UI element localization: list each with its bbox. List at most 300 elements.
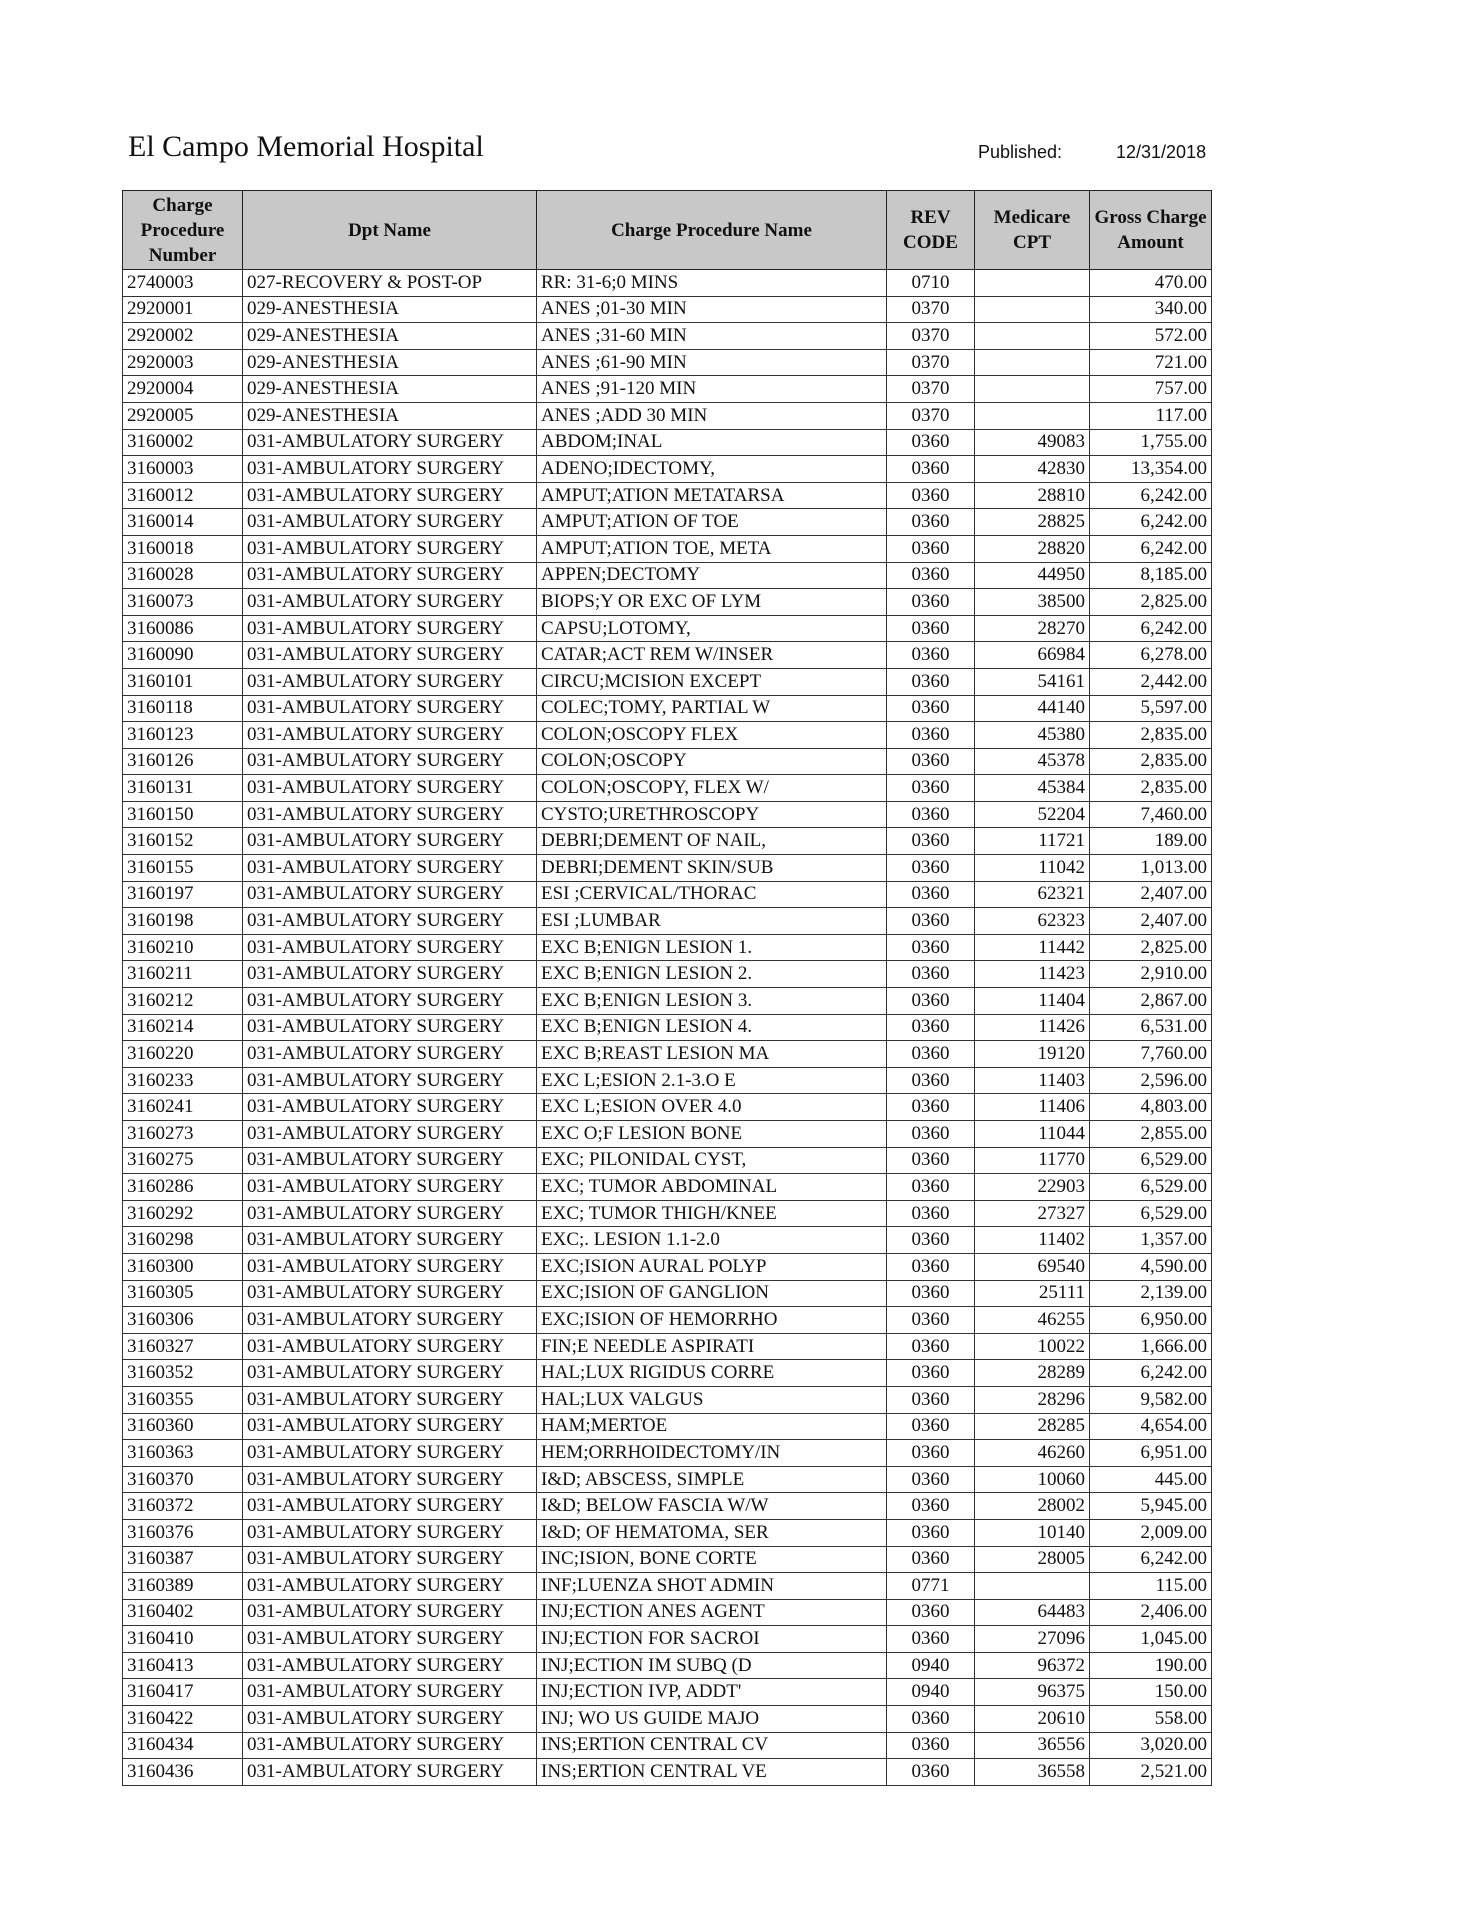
procedure-name-cell: INS;ERTION CENTRAL VE <box>537 1759 887 1786</box>
procedure-number-cell: 3160434 <box>123 1732 243 1759</box>
dpt-name-cell: 031-AMBULATORY SURGERY <box>243 509 537 536</box>
gross-charge-cell: 2,521.00 <box>1090 1759 1212 1786</box>
procedure-name-cell: ANES ;31-60 MIN <box>537 323 887 350</box>
rev-code-cell: 0940 <box>887 1679 975 1706</box>
procedure-number-cell: 3160018 <box>123 535 243 562</box>
dpt-name-cell: 031-AMBULATORY SURGERY <box>243 775 537 802</box>
rev-code-cell: 0360 <box>887 1413 975 1440</box>
procedure-name-cell: ESI ;LUMBAR <box>537 908 887 935</box>
table-row <box>123 1227 1212 1254</box>
table-row <box>123 1280 1212 1307</box>
table-row <box>123 1386 1212 1413</box>
table-row <box>123 748 1212 775</box>
medicare-cpt-cell: 42830 <box>975 456 1090 483</box>
rev-code-cell: 0370 <box>887 402 975 429</box>
medicare-cpt-cell: 38500 <box>975 589 1090 616</box>
procedure-number-cell: 3160214 <box>123 1014 243 1041</box>
rev-code-cell: 0360 <box>887 535 975 562</box>
procedure-name-cell: ANES ;ADD 30 MIN <box>537 402 887 429</box>
gross-charge-cell: 6,951.00 <box>1090 1440 1212 1467</box>
medicare-cpt-cell: 28289 <box>975 1360 1090 1387</box>
procedure-name-cell: EXC B;ENIGN LESION 2. <box>537 961 887 988</box>
table-row <box>123 1307 1212 1334</box>
medicare-cpt-cell: 44140 <box>975 695 1090 722</box>
gross-charge-cell: 9,582.00 <box>1090 1386 1212 1413</box>
table-row <box>123 1466 1212 1493</box>
table-row <box>123 562 1212 589</box>
table-row <box>123 1573 1212 1600</box>
gross-charge-cell: 3,020.00 <box>1090 1732 1212 1759</box>
dpt-name-cell: 031-AMBULATORY SURGERY <box>243 1573 537 1600</box>
procedure-number-cell: 3160212 <box>123 988 243 1015</box>
medicare-cpt-cell <box>975 349 1090 376</box>
rev-code-cell: 0360 <box>887 801 975 828</box>
procedure-number-cell: 3160197 <box>123 881 243 908</box>
table-row <box>123 988 1212 1015</box>
procedure-name-cell: ESI ;CERVICAL/THORAC <box>537 881 887 908</box>
medicare-cpt-cell: 64483 <box>975 1599 1090 1626</box>
medicare-cpt-cell: 28270 <box>975 615 1090 642</box>
dpt-name-cell: 031-AMBULATORY SURGERY <box>243 1121 537 1148</box>
dpt-name-cell: 027-RECOVERY & POST-OP <box>243 270 537 297</box>
procedure-number-cell: 3160355 <box>123 1386 243 1413</box>
procedure-number-cell: 3160410 <box>123 1626 243 1653</box>
procedure-name-cell: EXC O;F LESION BONE <box>537 1121 887 1148</box>
gross-charge-cell: 2,009.00 <box>1090 1519 1212 1546</box>
rev-code-cell: 0771 <box>887 1573 975 1600</box>
gross-charge-cell: 6,529.00 <box>1090 1200 1212 1227</box>
medicare-cpt-cell: 11406 <box>975 1094 1090 1121</box>
procedure-name-cell: I&D; ABSCESS, SIMPLE <box>537 1466 887 1493</box>
procedure-name-cell: ABDOM;INAL <box>537 429 887 456</box>
rev-code-cell: 0360 <box>887 1280 975 1307</box>
rev-code-cell: 0360 <box>887 456 975 483</box>
dpt-name-cell: 031-AMBULATORY SURGERY <box>243 1333 537 1360</box>
dpt-name-cell: 029-ANESTHESIA <box>243 323 537 350</box>
table-row <box>123 1519 1212 1546</box>
gross-charge-cell: 6,529.00 <box>1090 1174 1212 1201</box>
dpt-name-cell: 031-AMBULATORY SURGERY <box>243 1493 537 1520</box>
medicare-cpt-cell: 45384 <box>975 775 1090 802</box>
gross-charge-cell: 2,825.00 <box>1090 934 1212 961</box>
procedure-number-cell: 3160292 <box>123 1200 243 1227</box>
medicare-cpt-cell <box>975 402 1090 429</box>
table-row <box>123 376 1212 403</box>
dpt-name-cell: 031-AMBULATORY SURGERY <box>243 1546 537 1573</box>
header-gross-charge-amount: Gross Charge Amount <box>1090 191 1212 270</box>
gross-charge-cell: 572.00 <box>1090 323 1212 350</box>
rev-code-cell: 0360 <box>887 1014 975 1041</box>
dpt-name-cell: 031-AMBULATORY SURGERY <box>243 535 537 562</box>
table-row <box>123 1413 1212 1440</box>
table-row <box>123 1679 1212 1706</box>
gross-charge-cell: 6,242.00 <box>1090 535 1212 562</box>
procedure-name-cell: AMPUT;ATION OF TOE <box>537 509 887 536</box>
rev-code-cell: 0360 <box>887 828 975 855</box>
procedure-number-cell: 3160233 <box>123 1067 243 1094</box>
charge-table <box>122 190 1212 1786</box>
dpt-name-cell: 031-AMBULATORY SURGERY <box>243 748 537 775</box>
medicare-cpt-cell: 46255 <box>975 1307 1090 1334</box>
medicare-cpt-cell: 62323 <box>975 908 1090 935</box>
procedure-number-cell: 3160241 <box>123 1094 243 1121</box>
procedure-name-cell: I&D; BELOW FASCIA W/W <box>537 1493 887 1520</box>
rev-code-cell: 0710 <box>887 270 975 297</box>
procedure-number-cell: 3160126 <box>123 748 243 775</box>
procedure-number-cell: 3160101 <box>123 668 243 695</box>
procedure-name-cell: I&D; OF HEMATOMA, SER <box>537 1519 887 1546</box>
procedure-name-cell: EXC; TUMOR THIGH/KNEE <box>537 1200 887 1227</box>
procedure-name-cell: BIOPS;Y OR EXC OF LYM <box>537 589 887 616</box>
dpt-name-cell: 031-AMBULATORY SURGERY <box>243 881 537 908</box>
medicare-cpt-cell: 10060 <box>975 1466 1090 1493</box>
medicare-cpt-cell: 66984 <box>975 642 1090 669</box>
medicare-cpt-cell <box>975 323 1090 350</box>
rev-code-cell: 0360 <box>887 988 975 1015</box>
gross-charge-cell: 6,531.00 <box>1090 1014 1212 1041</box>
medicare-cpt-cell: 36556 <box>975 1732 1090 1759</box>
rev-code-cell: 0370 <box>887 323 975 350</box>
gross-charge-cell: 4,590.00 <box>1090 1253 1212 1280</box>
medicare-cpt-cell: 45378 <box>975 748 1090 775</box>
procedure-name-cell: INJ;ECTION FOR SACROI <box>537 1626 887 1653</box>
rev-code-cell: 0360 <box>887 1546 975 1573</box>
medicare-cpt-cell: 28005 <box>975 1546 1090 1573</box>
procedure-name-cell: DEBRI;DEMENT OF NAIL, <box>537 828 887 855</box>
rev-code-cell: 0360 <box>887 855 975 882</box>
rev-code-cell: 0360 <box>887 722 975 749</box>
gross-charge-cell: 757.00 <box>1090 376 1212 403</box>
rev-code-cell: 0360 <box>887 748 975 775</box>
table-row <box>123 855 1212 882</box>
procedure-name-cell: EXC;ISION AURAL POLYP <box>537 1253 887 1280</box>
gross-charge-cell: 6,242.00 <box>1090 509 1212 536</box>
dpt-name-cell: 031-AMBULATORY SURGERY <box>243 1519 537 1546</box>
table-row <box>123 1440 1212 1467</box>
dpt-name-cell: 031-AMBULATORY SURGERY <box>243 589 537 616</box>
procedure-number-cell: 3160352 <box>123 1360 243 1387</box>
rev-code-cell: 0360 <box>887 1706 975 1733</box>
gross-charge-cell: 189.00 <box>1090 828 1212 855</box>
medicare-cpt-cell: 11402 <box>975 1227 1090 1254</box>
medicare-cpt-cell: 96375 <box>975 1679 1090 1706</box>
procedure-number-cell: 3160413 <box>123 1652 243 1679</box>
procedure-name-cell: CAPSU;LOTOMY, <box>537 615 887 642</box>
dpt-name-cell: 031-AMBULATORY SURGERY <box>243 934 537 961</box>
gross-charge-cell: 2,442.00 <box>1090 668 1212 695</box>
table-row <box>123 1652 1212 1679</box>
procedure-name-cell: AMPUT;ATION METATARSA <box>537 482 887 509</box>
table-row <box>123 535 1212 562</box>
table-row <box>123 1014 1212 1041</box>
dpt-name-cell: 031-AMBULATORY SURGERY <box>243 1067 537 1094</box>
medicare-cpt-cell: 44950 <box>975 562 1090 589</box>
dpt-name-cell: 031-AMBULATORY SURGERY <box>243 456 537 483</box>
medicare-cpt-cell <box>975 1573 1090 1600</box>
medicare-cpt-cell: 20610 <box>975 1706 1090 1733</box>
procedure-number-cell: 3160387 <box>123 1546 243 1573</box>
procedure-name-cell: COLON;OSCOPY, FLEX W/ <box>537 775 887 802</box>
procedure-number-cell: 3160131 <box>123 775 243 802</box>
rev-code-cell: 0370 <box>887 296 975 323</box>
medicare-cpt-cell: 36558 <box>975 1759 1090 1786</box>
rev-code-cell: 0360 <box>887 1147 975 1174</box>
table-row <box>123 695 1212 722</box>
procedure-name-cell: CYSTO;URETHROSCOPY <box>537 801 887 828</box>
dpt-name-cell: 031-AMBULATORY SURGERY <box>243 429 537 456</box>
gross-charge-cell: 6,950.00 <box>1090 1307 1212 1334</box>
dpt-name-cell: 029-ANESTHESIA <box>243 296 537 323</box>
medicare-cpt-cell: 28002 <box>975 1493 1090 1520</box>
procedure-name-cell: ANES ;61-90 MIN <box>537 349 887 376</box>
gross-charge-cell: 13,354.00 <box>1090 456 1212 483</box>
procedure-name-cell: HAL;LUX VALGUS <box>537 1386 887 1413</box>
medicare-cpt-cell: 22903 <box>975 1174 1090 1201</box>
gross-charge-cell: 1,357.00 <box>1090 1227 1212 1254</box>
dpt-name-cell: 029-ANESTHESIA <box>243 402 537 429</box>
dpt-name-cell: 031-AMBULATORY SURGERY <box>243 562 537 589</box>
gross-charge-cell: 2,867.00 <box>1090 988 1212 1015</box>
table-row <box>123 270 1212 297</box>
medicare-cpt-cell: 46260 <box>975 1440 1090 1467</box>
rev-code-cell: 0370 <box>887 376 975 403</box>
procedure-number-cell: 3160073 <box>123 589 243 616</box>
gross-charge-cell: 2,910.00 <box>1090 961 1212 988</box>
medicare-cpt-cell: 27096 <box>975 1626 1090 1653</box>
rev-code-cell: 0360 <box>887 1493 975 1520</box>
dpt-name-cell: 031-AMBULATORY SURGERY <box>243 1706 537 1733</box>
medicare-cpt-cell: 28810 <box>975 482 1090 509</box>
rev-code-cell: 0360 <box>887 642 975 669</box>
dpt-name-cell: 031-AMBULATORY SURGERY <box>243 1200 537 1227</box>
rev-code-cell: 0360 <box>887 1732 975 1759</box>
gross-charge-cell: 2,835.00 <box>1090 775 1212 802</box>
table-row <box>123 1174 1212 1201</box>
gross-charge-cell: 340.00 <box>1090 296 1212 323</box>
table-row <box>123 402 1212 429</box>
dpt-name-cell: 031-AMBULATORY SURGERY <box>243 1280 537 1307</box>
rev-code-cell: 0360 <box>887 615 975 642</box>
table-row <box>123 1706 1212 1733</box>
procedure-name-cell: FIN;E NEEDLE ASPIRATI <box>537 1333 887 1360</box>
gross-charge-cell: 1,755.00 <box>1090 429 1212 456</box>
procedure-number-cell: 3160417 <box>123 1679 243 1706</box>
rev-code-cell: 0360 <box>887 1067 975 1094</box>
procedure-name-cell: EXC;. LESION 1.1-2.0 <box>537 1227 887 1254</box>
table-row <box>123 296 1212 323</box>
rev-code-cell: 0360 <box>887 589 975 616</box>
gross-charge-cell: 117.00 <box>1090 402 1212 429</box>
medicare-cpt-cell: 11403 <box>975 1067 1090 1094</box>
procedure-number-cell: 2920001 <box>123 296 243 323</box>
published-label: Published: <box>978 142 1063 162</box>
table-row <box>123 1121 1212 1148</box>
table-row <box>123 1626 1212 1653</box>
procedure-name-cell: HAM;MERTOE <box>537 1413 887 1440</box>
gross-charge-cell: 6,278.00 <box>1090 642 1212 669</box>
table-row <box>123 642 1212 669</box>
medicare-cpt-cell: 11721 <box>975 828 1090 855</box>
rev-code-cell: 0360 <box>887 1599 975 1626</box>
procedure-name-cell: EXC; TUMOR ABDOMINAL <box>537 1174 887 1201</box>
gross-charge-cell: 2,835.00 <box>1090 722 1212 749</box>
procedure-name-cell: ANES ;01-30 MIN <box>537 296 887 323</box>
table-row <box>123 908 1212 935</box>
rev-code-cell: 0360 <box>887 482 975 509</box>
gross-charge-cell: 5,597.00 <box>1090 695 1212 722</box>
rev-code-cell: 0360 <box>887 1466 975 1493</box>
dpt-name-cell: 031-AMBULATORY SURGERY <box>243 1652 537 1679</box>
gross-charge-cell: 1,013.00 <box>1090 855 1212 882</box>
procedure-number-cell: 3160372 <box>123 1493 243 1520</box>
gross-charge-cell: 6,242.00 <box>1090 1360 1212 1387</box>
procedure-number-cell: 3160211 <box>123 961 243 988</box>
medicare-cpt-cell: 96372 <box>975 1652 1090 1679</box>
header-dpt-name: Dpt Name <box>243 191 537 270</box>
table-row <box>123 1147 1212 1174</box>
gross-charge-cell: 1,666.00 <box>1090 1333 1212 1360</box>
table-row <box>123 1094 1212 1121</box>
medicare-cpt-cell <box>975 270 1090 297</box>
dpt-name-cell: 031-AMBULATORY SURGERY <box>243 1732 537 1759</box>
table-row <box>123 482 1212 509</box>
gross-charge-cell: 150.00 <box>1090 1679 1212 1706</box>
procedure-number-cell: 3160012 <box>123 482 243 509</box>
rev-code-cell: 0360 <box>887 881 975 908</box>
medicare-cpt-cell: 11442 <box>975 934 1090 961</box>
table-row <box>123 1732 1212 1759</box>
dpt-name-cell: 031-AMBULATORY SURGERY <box>243 1440 537 1467</box>
table-row <box>123 323 1212 350</box>
dpt-name-cell: 031-AMBULATORY SURGERY <box>243 1253 537 1280</box>
procedure-number-cell: 3160360 <box>123 1413 243 1440</box>
table-row <box>123 429 1212 456</box>
procedure-number-cell: 3160002 <box>123 429 243 456</box>
medicare-cpt-cell: 28825 <box>975 509 1090 536</box>
table-row <box>123 1200 1212 1227</box>
dpt-name-cell: 029-ANESTHESIA <box>243 376 537 403</box>
dpt-name-cell: 031-AMBULATORY SURGERY <box>243 1094 537 1121</box>
gross-charge-cell: 1,045.00 <box>1090 1626 1212 1653</box>
procedure-number-cell: 3160123 <box>123 722 243 749</box>
gross-charge-cell: 470.00 <box>1090 270 1212 297</box>
medicare-cpt-cell: 11404 <box>975 988 1090 1015</box>
rev-code-cell: 0360 <box>887 1121 975 1148</box>
table-row <box>123 801 1212 828</box>
medicare-cpt-cell: 28285 <box>975 1413 1090 1440</box>
procedure-number-cell: 2920005 <box>123 402 243 429</box>
table-row <box>123 1333 1212 1360</box>
table-row <box>123 828 1212 855</box>
procedure-name-cell: COLON;OSCOPY <box>537 748 887 775</box>
medicare-cpt-cell <box>975 296 1090 323</box>
dpt-name-cell: 031-AMBULATORY SURGERY <box>243 908 537 935</box>
gross-charge-cell: 2,596.00 <box>1090 1067 1212 1094</box>
dpt-name-cell: 031-AMBULATORY SURGERY <box>243 615 537 642</box>
rev-code-cell: 0360 <box>887 1333 975 1360</box>
procedure-name-cell: INJ;ECTION IVP, ADDT' <box>537 1679 887 1706</box>
gross-charge-cell: 6,242.00 <box>1090 1546 1212 1573</box>
table-row <box>123 1759 1212 1786</box>
gross-charge-cell: 2,407.00 <box>1090 881 1212 908</box>
procedure-number-cell: 3160152 <box>123 828 243 855</box>
header-medicare-cpt: Medicare CPT <box>975 191 1090 270</box>
procedure-number-cell: 3160275 <box>123 1147 243 1174</box>
procedure-number-cell: 3160300 <box>123 1253 243 1280</box>
table-row <box>123 509 1212 536</box>
table-row <box>123 1493 1212 1520</box>
header-rev-code: REV CODE <box>887 191 975 270</box>
gross-charge-cell: 190.00 <box>1090 1652 1212 1679</box>
procedure-name-cell: ANES ;91-120 MIN <box>537 376 887 403</box>
procedure-number-cell: 3160370 <box>123 1466 243 1493</box>
procedure-number-cell: 3160028 <box>123 562 243 589</box>
procedure-name-cell: INJ;ECTION ANES AGENT <box>537 1599 887 1626</box>
procedure-name-cell: INJ;ECTION IM SUBQ (D <box>537 1652 887 1679</box>
medicare-cpt-cell: 28820 <box>975 535 1090 562</box>
gross-charge-cell: 5,945.00 <box>1090 1493 1212 1520</box>
procedure-number-cell: 2920003 <box>123 349 243 376</box>
procedure-name-cell: ADENO;IDECTOMY, <box>537 456 887 483</box>
rev-code-cell: 0360 <box>887 1094 975 1121</box>
procedure-name-cell: RR: 31-6;0 MINS <box>537 270 887 297</box>
hospital-title: El Campo Memorial Hospital <box>128 130 484 163</box>
rev-code-cell: 0360 <box>887 908 975 935</box>
rev-code-cell: 0360 <box>887 1227 975 1254</box>
procedure-name-cell: EXC L;ESION OVER 4.0 <box>537 1094 887 1121</box>
gross-charge-cell: 445.00 <box>1090 1466 1212 1493</box>
dpt-name-cell: 031-AMBULATORY SURGERY <box>243 855 537 882</box>
rev-code-cell: 0360 <box>887 668 975 695</box>
table-row <box>123 456 1212 483</box>
table-row <box>123 1041 1212 1068</box>
rev-code-cell: 0360 <box>887 429 975 456</box>
dpt-name-cell: 031-AMBULATORY SURGERY <box>243 1413 537 1440</box>
procedure-number-cell: 3160220 <box>123 1041 243 1068</box>
procedure-number-cell: 3160118 <box>123 695 243 722</box>
procedure-name-cell: EXC B;REAST LESION MA <box>537 1041 887 1068</box>
dpt-name-cell: 031-AMBULATORY SURGERY <box>243 1679 537 1706</box>
table-row <box>123 775 1212 802</box>
procedure-name-cell: INF;LUENZA SHOT ADMIN <box>537 1573 887 1600</box>
table-row <box>123 1360 1212 1387</box>
procedure-name-cell: EXC B;ENIGN LESION 1. <box>537 934 887 961</box>
dpt-name-cell: 031-AMBULATORY SURGERY <box>243 988 537 1015</box>
dpt-name-cell: 031-AMBULATORY SURGERY <box>243 1014 537 1041</box>
gross-charge-cell: 2,406.00 <box>1090 1599 1212 1626</box>
gross-charge-cell: 4,803.00 <box>1090 1094 1212 1121</box>
rev-code-cell: 0360 <box>887 1041 975 1068</box>
dpt-name-cell: 031-AMBULATORY SURGERY <box>243 1227 537 1254</box>
procedure-number-cell: 3160003 <box>123 456 243 483</box>
rev-code-cell: 0360 <box>887 1360 975 1387</box>
procedure-name-cell: COLEC;TOMY, PARTIAL W <box>537 695 887 722</box>
table-row <box>123 615 1212 642</box>
medicare-cpt-cell: 69540 <box>975 1253 1090 1280</box>
rev-code-cell: 0360 <box>887 1519 975 1546</box>
table-row <box>123 961 1212 988</box>
medicare-cpt-cell: 11770 <box>975 1147 1090 1174</box>
procedure-name-cell: COLON;OSCOPY FLEX <box>537 722 887 749</box>
dpt-name-cell: 031-AMBULATORY SURGERY <box>243 828 537 855</box>
table-row <box>123 668 1212 695</box>
procedure-number-cell: 3160150 <box>123 801 243 828</box>
table-row <box>123 881 1212 908</box>
procedure-name-cell: EXC B;ENIGN LESION 3. <box>537 988 887 1015</box>
dpt-name-cell: 031-AMBULATORY SURGERY <box>243 1307 537 1334</box>
medicare-cpt-cell: 28296 <box>975 1386 1090 1413</box>
medicare-cpt-cell: 19120 <box>975 1041 1090 1068</box>
